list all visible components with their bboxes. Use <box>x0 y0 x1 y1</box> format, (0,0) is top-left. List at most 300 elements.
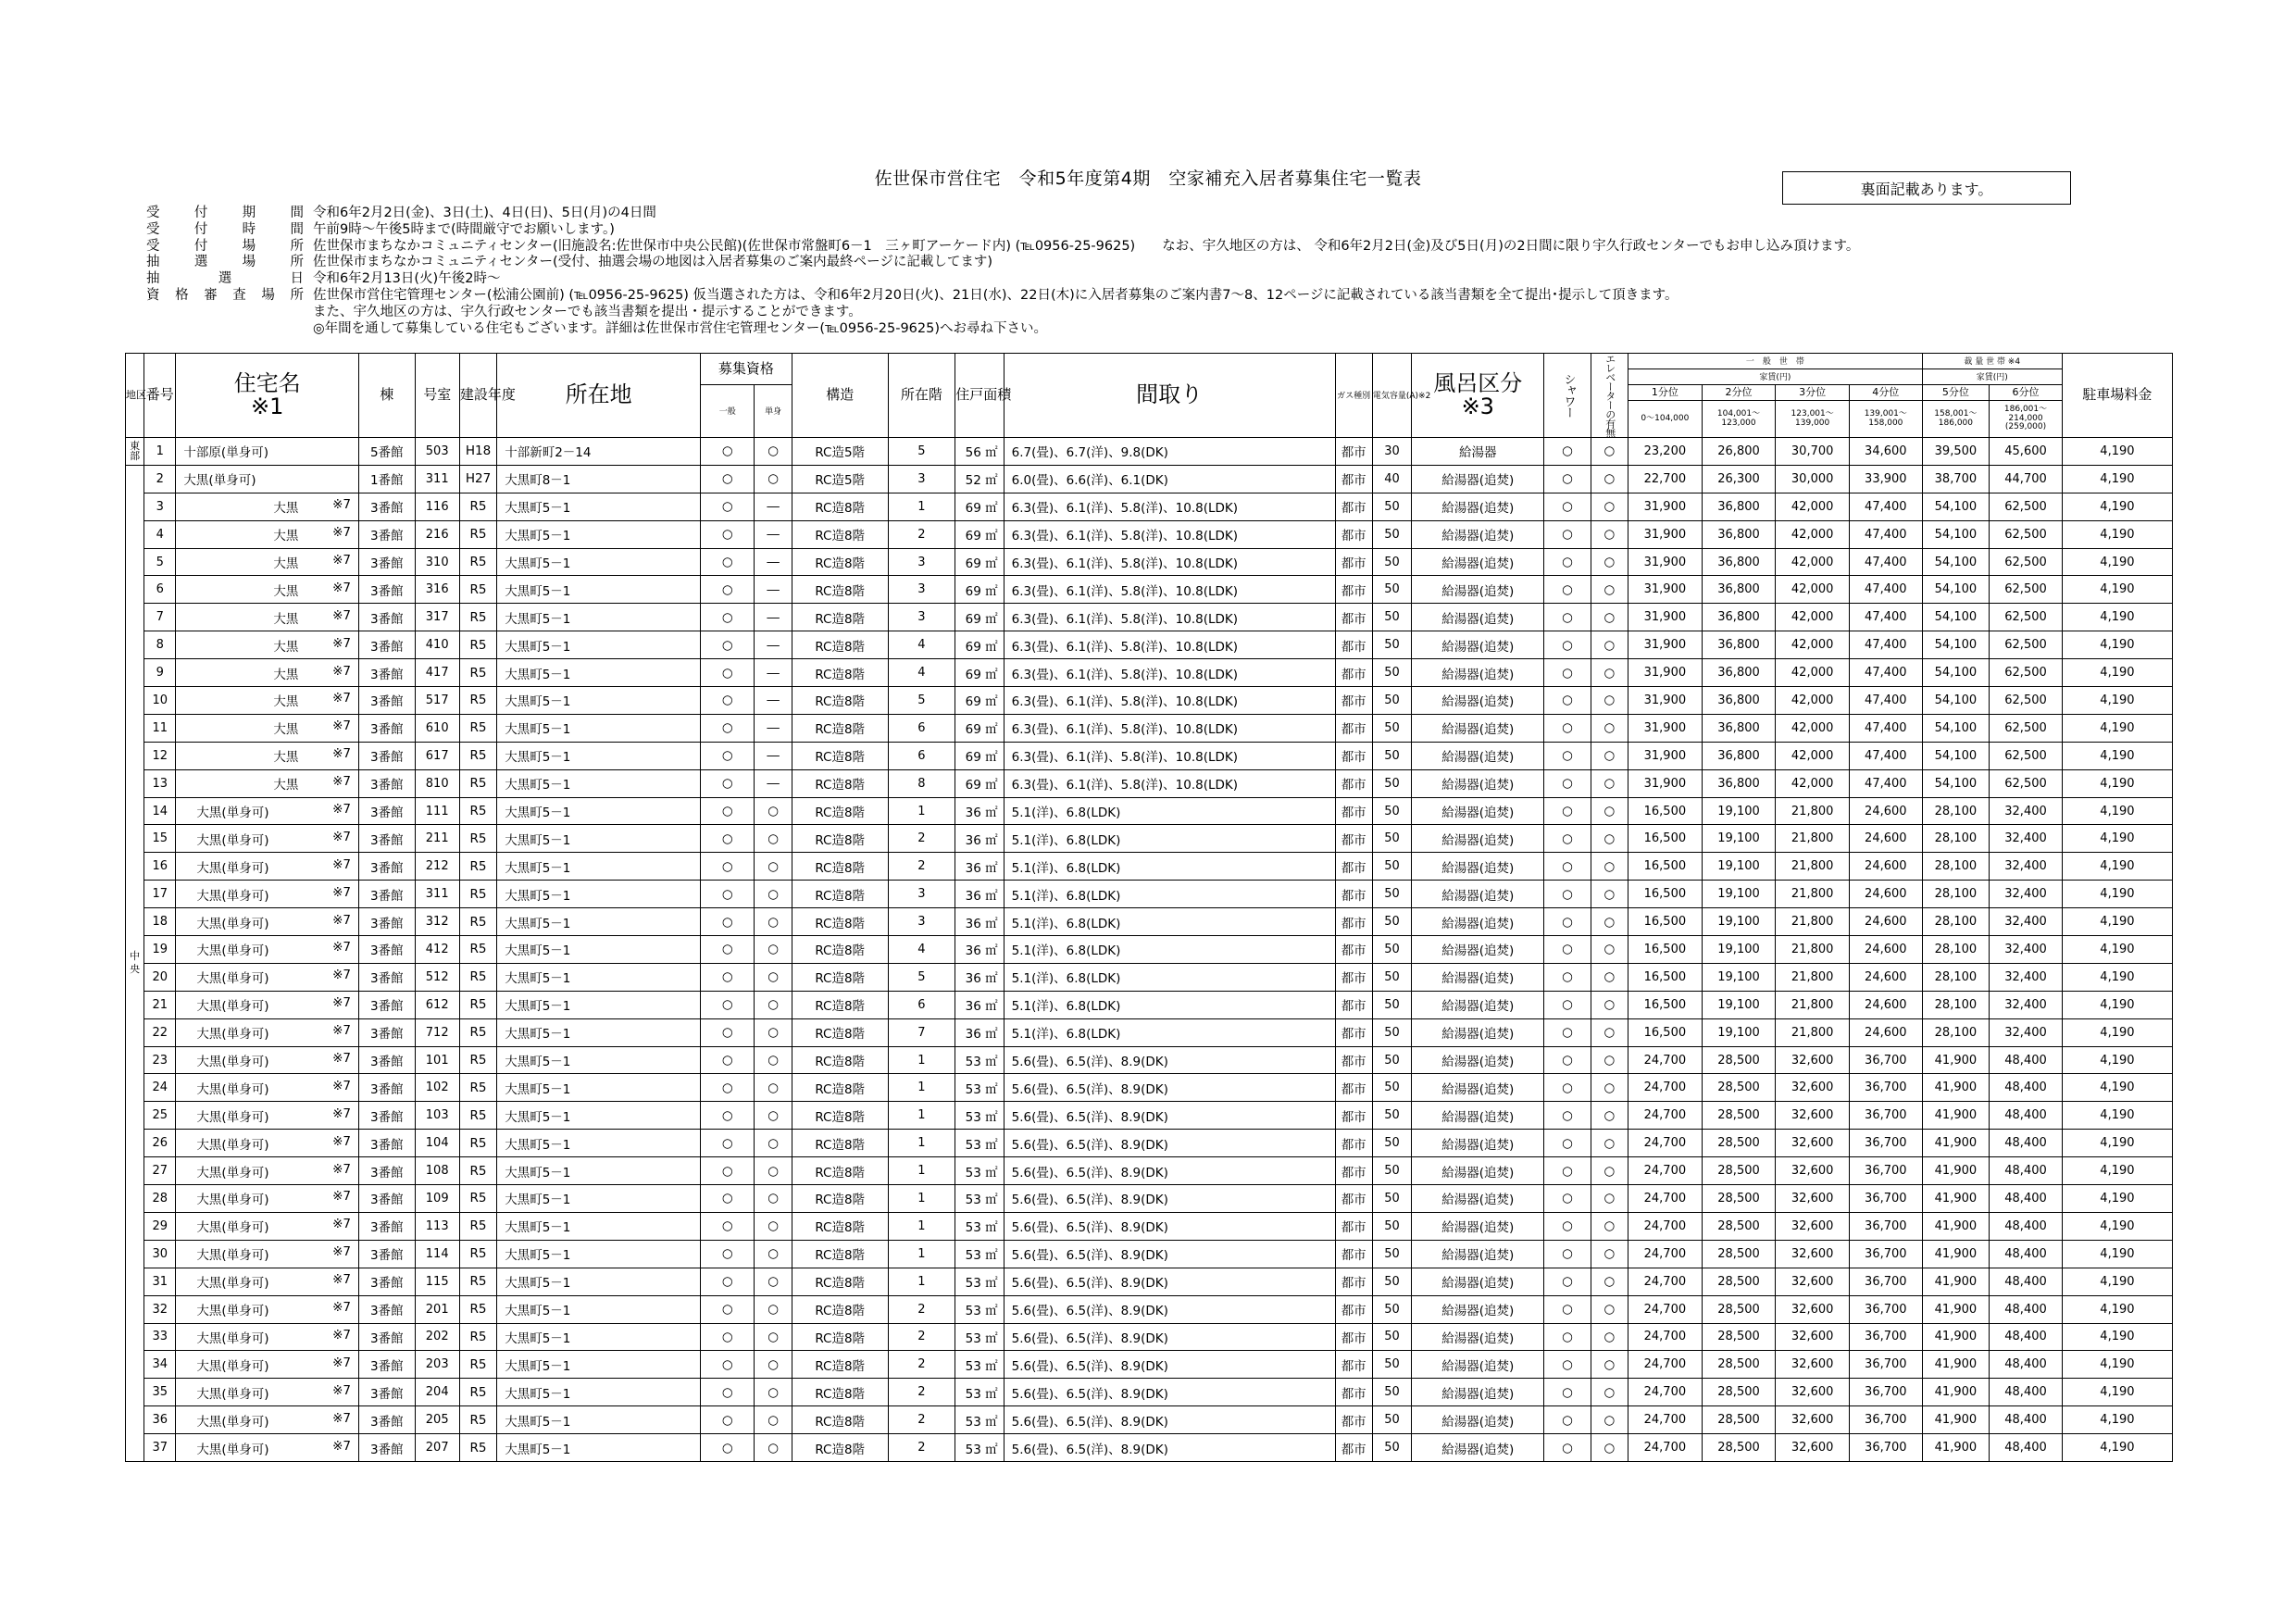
cell-r1: 31,900 <box>1628 520 1703 548</box>
cell-name <box>176 1295 359 1323</box>
cell-r5: 28,100 <box>1922 797 1990 825</box>
cell-amp: 50 <box>1372 576 1411 604</box>
cell-floor: 1 <box>888 1240 955 1268</box>
cell-floor: 2 <box>888 1406 955 1434</box>
cell-floor: 2 <box>888 1434 955 1462</box>
cell-r1: 24,700 <box>1628 1268 1703 1295</box>
cell-name <box>176 1130 359 1157</box>
cell-addr: 大黒町5－1 <box>497 493 701 520</box>
housing-note: ※7 <box>332 802 352 818</box>
header-eligibility: 募集資格 <box>700 354 792 385</box>
cell-addr: 大黒町5－1 <box>497 1268 701 1295</box>
cell-no: 23 <box>144 1046 176 1074</box>
cell-r5: 41,900 <box>1922 1046 1990 1074</box>
cell-floor: 2 <box>888 1351 955 1379</box>
cell-no: 24 <box>144 1074 176 1102</box>
cell-bath: 給湯器(追焚) <box>1412 769 1544 797</box>
info-label: 受付場所 <box>146 238 304 254</box>
cell-area: 36 ㎡ <box>955 991 1004 1018</box>
cell-amp: 50 <box>1372 881 1411 908</box>
cell-no: 16 <box>144 853 176 881</box>
housing-note: ※7 <box>332 663 352 679</box>
cell-bldg: 3番館 <box>359 714 415 742</box>
cell-layout: 5.6(畳)、6.5(洋)、8.9(DK) <box>1004 1130 1335 1157</box>
cell-year: R5 <box>459 1268 496 1295</box>
cell-r4: 24,600 <box>1849 853 1922 881</box>
cell-park: 4,190 <box>2062 853 2172 881</box>
cell-no: 3 <box>144 493 176 520</box>
cell-area: 53 ㎡ <box>955 1130 1004 1157</box>
cell-amp: 50 <box>1372 1379 1411 1406</box>
cell-bath: 給湯器(追焚) <box>1412 1212 1544 1240</box>
cell-park: 4,190 <box>2062 1379 2172 1406</box>
cell-layout: 5.1(洋)、6.8(LDK) <box>1004 825 1335 853</box>
cell-no: 6 <box>144 576 176 604</box>
cell-bldg: 3番館 <box>359 1157 415 1185</box>
info-value: 佐世保市まちなかコミュニティセンター(旧施設名:佐世保市中央公民館)(佐世保市常盤町6－1 三ヶ町アーケード内) (℡0956-25-9625) なお、宇久地区の方は、 令和6年2月2日(金)及び5日(月)の2日間に限り宇久行政センターでもお申し込み頂けます。 <box>313 238 1860 254</box>
cell-struct: RC造8階 <box>792 576 888 604</box>
header-amp: 電気容量(A)※2 <box>1372 354 1411 438</box>
cell-r1: 24,700 <box>1628 1046 1703 1074</box>
cell-area: 53 ㎡ <box>955 1406 1004 1434</box>
cell-gen: ○ <box>700 936 754 964</box>
housing-name: 大黒(単身可) <box>196 860 269 876</box>
cell-gas: 都市 <box>1335 1351 1372 1379</box>
cell-r3: 32,600 <box>1776 1046 1850 1074</box>
cell-ev: ○ <box>1591 1295 1628 1323</box>
table-row <box>126 825 2173 853</box>
cell-layout: 5.6(畳)、6.5(洋)、8.9(DK) <box>1004 1046 1335 1074</box>
housing-name: 大黒 <box>273 694 299 710</box>
table-row <box>126 1185 2173 1213</box>
cell-r4: 47,400 <box>1849 493 1922 520</box>
housing-name: 大黒(単身可) <box>196 806 269 821</box>
cell-r5: 41,900 <box>1922 1157 1990 1185</box>
cell-shower: ○ <box>1544 769 1591 797</box>
cell-gen: ○ <box>700 963 754 991</box>
cell-r4: 36,700 <box>1849 1046 1922 1074</box>
cell-bldg: 3番館 <box>359 631 415 659</box>
cell-r2: 28,500 <box>1702 1434 1776 1462</box>
cell-ev: ○ <box>1591 659 1628 687</box>
cell-floor: 2 <box>888 520 955 548</box>
cell-struct: RC造8階 <box>792 797 888 825</box>
cell-r2: 19,100 <box>1702 936 1776 964</box>
cell-floor: 6 <box>888 991 955 1018</box>
cell-gas: 都市 <box>1335 1102 1372 1130</box>
cell-shower: ○ <box>1544 908 1591 936</box>
cell-r5: 54,100 <box>1922 493 1990 520</box>
header-rank5-range: 158,001～186,000 <box>1922 401 1990 438</box>
cell-r2: 19,100 <box>1702 881 1776 908</box>
cell-amp: 50 <box>1372 1130 1411 1157</box>
cell-shower: ○ <box>1544 936 1591 964</box>
cell-addr: 大黒町5－1 <box>497 659 701 687</box>
housing-note: ※7 <box>332 1133 352 1149</box>
cell-gen: ○ <box>700 1379 754 1406</box>
cell-bldg: 3番館 <box>359 769 415 797</box>
table-row <box>126 1212 2173 1240</box>
cell-gen: ○ <box>700 797 754 825</box>
info-extra: また、宇久地区の方は、宇久行政センターでも該当書類を提出・提示することができます。 <box>313 304 862 319</box>
cell-park: 4,190 <box>2062 1434 2172 1462</box>
cell-gas: 都市 <box>1335 881 1372 908</box>
cell-r5: 41,900 <box>1922 1295 1990 1323</box>
cell-room: 310 <box>415 548 459 576</box>
cell-r3: 42,000 <box>1776 604 1850 631</box>
cell-room: 512 <box>415 963 459 991</box>
header-building: 棟 <box>359 354 415 438</box>
cell-r6: 62,500 <box>1990 548 2063 576</box>
cell-r2: 28,500 <box>1702 1185 1776 1213</box>
cell-no: 4 <box>144 520 176 548</box>
cell-gas: 都市 <box>1335 908 1372 936</box>
table-row <box>126 1295 2173 1323</box>
cell-no: 14 <box>144 797 176 825</box>
housing-note: ※7 <box>332 1272 352 1288</box>
cell-addr: 大黒町5－1 <box>497 1130 701 1157</box>
cell-amp: 50 <box>1372 1074 1411 1102</box>
cell-year: R5 <box>459 1379 496 1406</box>
cell-bath: 給湯器(追焚) <box>1412 825 1544 853</box>
cell-struct: RC造8階 <box>792 604 888 631</box>
cell-no: 27 <box>144 1157 176 1185</box>
cell-bldg: 3番館 <box>359 1046 415 1074</box>
cell-addr: 大黒町5－1 <box>497 1379 701 1406</box>
cell-ev: ○ <box>1591 548 1628 576</box>
cell-r4: 24,600 <box>1849 991 1922 1018</box>
cell-gen: ○ <box>700 604 754 631</box>
cell-park: 4,190 <box>2062 936 2172 964</box>
cell-shower: ○ <box>1544 963 1591 991</box>
cell-bath: 給湯器(追焚) <box>1412 714 1544 742</box>
housing-name: 大黒 <box>273 529 299 544</box>
cell-floor: 2 <box>888 1323 955 1351</box>
cell-room: 810 <box>415 769 459 797</box>
cell-layout: 5.1(洋)、6.8(LDK) <box>1004 991 1335 1018</box>
cell-addr: 大黒町5－1 <box>497 1185 701 1213</box>
cell-addr: 大黒町5－1 <box>497 1157 701 1185</box>
cell-room: 111 <box>415 797 459 825</box>
cell-gen: ○ <box>700 1046 754 1074</box>
cell-shower: ○ <box>1544 576 1591 604</box>
housing-note: ※7 <box>332 856 352 872</box>
cell-r4: 36,700 <box>1849 1323 1922 1351</box>
cell-no: 32 <box>144 1295 176 1323</box>
cell-bath: 給湯器(追焚) <box>1412 520 1544 548</box>
cell-year: R5 <box>459 881 496 908</box>
cell-amp: 50 <box>1372 1018 1411 1046</box>
cell-room: 102 <box>415 1074 459 1102</box>
housing-note: ※7 <box>332 497 352 513</box>
cell-park: 4,190 <box>2062 991 2172 1018</box>
cell-struct: RC造8階 <box>792 1379 888 1406</box>
cell-no: 13 <box>144 769 176 797</box>
cell-room: 312 <box>415 908 459 936</box>
cell-bldg: 3番館 <box>359 963 415 991</box>
cell-addr: 大黒町5－1 <box>497 576 701 604</box>
cell-r3: 32,600 <box>1776 1185 1850 1213</box>
table-row <box>126 438 2173 466</box>
cell-park: 4,190 <box>2062 714 2172 742</box>
housing-name: 大黒(単身可) <box>196 1414 269 1430</box>
cell-ev: ○ <box>1591 742 1628 769</box>
cell-bath: 給湯器(追焚) <box>1412 465 1544 493</box>
cell-r2: 28,500 <box>1702 1295 1776 1323</box>
cell-r2: 28,500 <box>1702 1323 1776 1351</box>
cell-shower: ○ <box>1544 1268 1591 1295</box>
cell-ev: ○ <box>1591 1351 1628 1379</box>
header-name: 住宅名 ※1 <box>176 354 359 438</box>
cell-r6: 48,400 <box>1990 1434 2063 1462</box>
housing-name: 大黒(単身可) <box>196 1193 269 1208</box>
cell-single: ○ <box>755 1351 792 1379</box>
cell-area: 69 ㎡ <box>955 714 1004 742</box>
cell-floor: 2 <box>888 1295 955 1323</box>
cell-bldg: 3番館 <box>359 1268 415 1295</box>
cell-r2: 28,500 <box>1702 1212 1776 1240</box>
header-rank1: 1分位 <box>1628 385 1703 401</box>
cell-year: R5 <box>459 493 496 520</box>
cell-area: 69 ㎡ <box>955 769 1004 797</box>
table-row <box>126 963 2173 991</box>
header-room: 号室 <box>415 354 459 438</box>
cell-area: 56 ㎡ <box>955 438 1004 466</box>
cell-single: ○ <box>755 1434 792 1462</box>
cell-bath: 給湯器(追焚) <box>1412 548 1544 576</box>
cell-r5: 41,900 <box>1922 1351 1990 1379</box>
cell-bath: 給湯器(追焚) <box>1412 742 1544 769</box>
table-row <box>126 465 2173 493</box>
cell-no: 8 <box>144 631 176 659</box>
cell-park: 4,190 <box>2062 1102 2172 1130</box>
cell-r3: 42,000 <box>1776 548 1850 576</box>
cell-bldg: 3番館 <box>359 1102 415 1130</box>
cell-r4: 47,400 <box>1849 520 1922 548</box>
cell-gas: 都市 <box>1335 438 1372 466</box>
cell-park: 4,190 <box>2062 1018 2172 1046</box>
cell-r1: 24,700 <box>1628 1379 1703 1406</box>
cell-gas: 都市 <box>1335 576 1372 604</box>
cell-r1: 31,900 <box>1628 659 1703 687</box>
cell-gas: 都市 <box>1335 853 1372 881</box>
cell-amp: 30 <box>1372 438 1411 466</box>
cell-bldg: 3番館 <box>359 1406 415 1434</box>
cell-bldg: 1番館 <box>359 465 415 493</box>
table-row <box>126 520 2173 548</box>
header-general-household: 一 般 世 帯 <box>1628 354 1923 369</box>
cell-layout: 6.7(畳)、6.7(洋)、9.8(DK) <box>1004 438 1335 466</box>
cell-addr: 大黒町5－1 <box>497 1018 701 1046</box>
cell-name <box>176 438 359 466</box>
cell-name <box>176 1434 359 1462</box>
housing-note: ※7 <box>332 580 352 595</box>
cell-bldg: 3番館 <box>359 520 415 548</box>
cell-gas: 都市 <box>1335 520 1372 548</box>
cell-r3: 42,000 <box>1776 659 1850 687</box>
housing-name: 大黒 <box>273 722 299 738</box>
cell-name <box>176 1046 359 1074</box>
cell-r3: 42,000 <box>1776 493 1850 520</box>
cell-area: 53 ㎡ <box>955 1102 1004 1130</box>
cell-r4: 47,400 <box>1849 742 1922 769</box>
table-row <box>126 1268 2173 1295</box>
housing-name: 大黒 <box>273 583 299 599</box>
cell-r2: 28,500 <box>1702 1351 1776 1379</box>
cell-r2: 26,300 <box>1702 465 1776 493</box>
cell-floor: 4 <box>888 936 955 964</box>
cell-ev: ○ <box>1591 1102 1628 1130</box>
cell-r4: 47,400 <box>1849 631 1922 659</box>
cell-floor: 1 <box>888 1074 955 1102</box>
cell-r6: 48,400 <box>1990 1102 2063 1130</box>
cell-gas: 都市 <box>1335 1130 1372 1157</box>
cell-bath: 給湯器(追焚) <box>1412 493 1544 520</box>
cell-single: ○ <box>755 465 792 493</box>
housing-note: ※7 <box>332 746 352 762</box>
cell-area: 53 ㎡ <box>955 1046 1004 1074</box>
cell-addr: 大黒町5－1 <box>497 687 701 715</box>
header-rank3: 3分位 <box>1776 385 1850 401</box>
cell-single: ― <box>755 631 792 659</box>
cell-shower: ○ <box>1544 1185 1591 1213</box>
cell-park: 4,190 <box>2062 465 2172 493</box>
cell-r4: 36,700 <box>1849 1157 1922 1185</box>
cell-r6: 62,500 <box>1990 687 2063 715</box>
cell-layout: 5.6(畳)、6.5(洋)、8.9(DK) <box>1004 1212 1335 1240</box>
housing-note: ※7 <box>332 525 352 541</box>
cell-r4: 36,700 <box>1849 1185 1922 1213</box>
cell-single: ○ <box>755 1102 792 1130</box>
cell-addr: 大黒町5－1 <box>497 520 701 548</box>
cell-layout: 6.3(畳)、6.1(洋)、5.8(洋)、10.8(LDK) <box>1004 687 1335 715</box>
cell-shower: ○ <box>1544 1379 1591 1406</box>
cell-name <box>176 963 359 991</box>
table-row <box>126 548 2173 576</box>
table-row <box>126 1351 2173 1379</box>
cell-layout: 5.1(洋)、6.8(LDK) <box>1004 797 1335 825</box>
cell-shower: ○ <box>1544 1157 1591 1185</box>
cell-room: 108 <box>415 1157 459 1185</box>
cell-r2: 36,800 <box>1702 687 1776 715</box>
cell-room: 211 <box>415 825 459 853</box>
cell-gas: 都市 <box>1335 1323 1372 1351</box>
table-row <box>126 797 2173 825</box>
cell-gas: 都市 <box>1335 769 1372 797</box>
cell-addr: 大黒町5－1 <box>497 1434 701 1462</box>
cell-single: ○ <box>755 825 792 853</box>
housing-name: 大黒(単身可) <box>196 971 269 987</box>
header-elig-single: 単身 <box>755 385 792 438</box>
cell-single: ○ <box>755 1379 792 1406</box>
table-row <box>126 631 2173 659</box>
cell-layout: 5.1(洋)、6.8(LDK) <box>1004 853 1335 881</box>
cell-r3: 21,800 <box>1776 797 1850 825</box>
cell-r5: 54,100 <box>1922 520 1990 548</box>
cell-addr: 大黒町5－1 <box>497 1074 701 1102</box>
cell-addr: 大黒町5－1 <box>497 1323 701 1351</box>
header-rank2-range: 104,001～123,000 <box>1702 401 1776 438</box>
cell-park: 4,190 <box>2062 1185 2172 1213</box>
cell-bath: 給湯器(追焚) <box>1412 1406 1544 1434</box>
cell-park: 4,190 <box>2062 1240 2172 1268</box>
cell-r4: 24,600 <box>1849 825 1922 853</box>
cell-gas: 都市 <box>1335 1018 1372 1046</box>
cell-ev: ○ <box>1591 797 1628 825</box>
housing-note: ※7 <box>332 912 352 928</box>
cell-r1: 16,500 <box>1628 853 1703 881</box>
cell-single: ― <box>755 742 792 769</box>
cell-r5: 39,500 <box>1922 438 1990 466</box>
cell-layout: 6.3(畳)、6.1(洋)、5.8(洋)、10.8(LDK) <box>1004 548 1335 576</box>
cell-ev: ○ <box>1591 493 1628 520</box>
cell-bldg: 3番館 <box>359 797 415 825</box>
cell-floor: 5 <box>888 963 955 991</box>
cell-floor: 5 <box>888 687 955 715</box>
cell-struct: RC造8階 <box>792 631 888 659</box>
cell-bldg: 3番館 <box>359 881 415 908</box>
cell-addr: 大黒町5－1 <box>497 991 701 1018</box>
cell-r5: 28,100 <box>1922 825 1990 853</box>
cell-r6: 62,500 <box>1990 769 2063 797</box>
cell-addr: 大黒町5－1 <box>497 797 701 825</box>
cell-area: 69 ㎡ <box>955 631 1004 659</box>
cell-shower: ○ <box>1544 853 1591 881</box>
cell-r1: 31,900 <box>1628 604 1703 631</box>
cell-addr: 大黒町8－1 <box>497 465 701 493</box>
housing-table <box>125 353 2173 1462</box>
cell-r4: 33,900 <box>1849 465 1922 493</box>
cell-name <box>176 825 359 853</box>
cell-r1: 16,500 <box>1628 1018 1703 1046</box>
cell-r4: 24,600 <box>1849 908 1922 936</box>
cell-r1: 24,700 <box>1628 1102 1703 1130</box>
cell-addr: 十部新町2－14 <box>497 438 701 466</box>
cell-bldg: 3番館 <box>359 1185 415 1213</box>
cell-no: 31 <box>144 1268 176 1295</box>
housing-note: ※7 <box>332 995 352 1011</box>
housing-name: 大黒(単身可) <box>196 1081 269 1097</box>
cell-r4: 24,600 <box>1849 1018 1922 1046</box>
housing-note: ※7 <box>332 1189 352 1205</box>
cell-area: 52 ㎡ <box>955 465 1004 493</box>
header-cap-household: 裁 量 世 帯 ※4 <box>1922 354 2062 369</box>
cell-bldg: 3番館 <box>359 742 415 769</box>
cell-floor: 1 <box>888 1130 955 1157</box>
cell-park: 4,190 <box>2062 438 2172 466</box>
cell-single: ○ <box>755 1268 792 1295</box>
header-rank2: 2分位 <box>1702 385 1776 401</box>
table-row <box>126 991 2173 1018</box>
cell-single: ― <box>755 604 792 631</box>
cell-layout: 6.3(畳)、6.1(洋)、5.8(洋)、10.8(LDK) <box>1004 659 1335 687</box>
table-row <box>126 1046 2173 1074</box>
cell-r1: 31,900 <box>1628 687 1703 715</box>
cell-area: 69 ㎡ <box>955 493 1004 520</box>
cell-no: 17 <box>144 881 176 908</box>
cell-r6: 62,500 <box>1990 520 2063 548</box>
cell-park: 4,190 <box>2062 963 2172 991</box>
cell-layout: 6.3(畳)、6.1(洋)、5.8(洋)、10.8(LDK) <box>1004 769 1335 797</box>
cell-gen: ○ <box>700 742 754 769</box>
cell-name <box>176 1240 359 1268</box>
header-shower: シャワー <box>1544 354 1591 438</box>
cell-park: 4,190 <box>2062 881 2172 908</box>
cell-layout: 5.6(畳)、6.5(洋)、8.9(DK) <box>1004 1351 1335 1379</box>
cell-name <box>176 493 359 520</box>
cell-bath: 給湯器(追焚) <box>1412 1240 1544 1268</box>
cell-no: 18 <box>144 908 176 936</box>
